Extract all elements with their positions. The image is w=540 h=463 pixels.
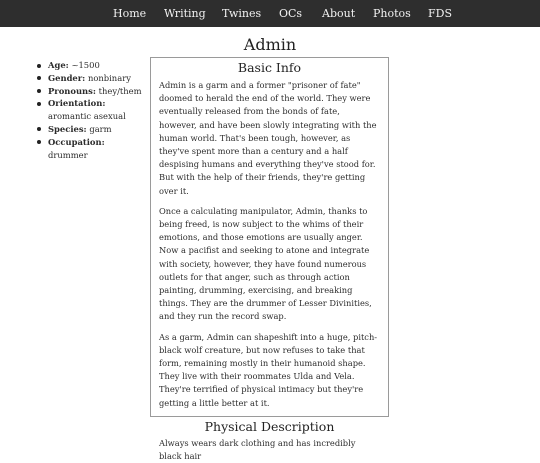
nav-writing[interactable]: Writing [164,7,206,20]
nav-about[interactable]: About [322,7,356,20]
bio-paragraph: Admin is a garm and a former "prisoner of fate" doomed to herald the end of the world. They were eventually released from the bonds of fate, however, and have been slowly integrating with the human world. That's been tough, however, as they've spent more than a century and a half despising humans and everything they've stood for. But with the help of their friends, they're getting over it. [159,80,377,196]
fact-age [34,59,144,72]
fact-gender [34,72,144,85]
nav-ocs[interactable]: OCs [279,7,303,20]
page-title: Admin [243,35,297,54]
nav-fds[interactable]: FDS [428,7,452,20]
fact-species [34,123,144,136]
physical-description-heading: Physical Description [204,418,335,434]
fact-label: Occupation: [48,136,105,147]
fact-label: Species: [48,123,87,134]
fact-value: they/them [98,85,142,96]
bio-panel [150,57,389,462]
fact-value: ~1500 [71,60,100,70]
nav-twines[interactable]: Twines [222,7,262,20]
top-navigation [0,0,540,27]
fact-value: garm [89,123,112,134]
fact-label: Gender: [48,72,86,83]
fact-occupation [34,136,144,162]
fact-orientation [34,97,144,123]
nav-home[interactable]: Home [113,7,147,20]
basic-info-heading: Basic Info [237,60,302,75]
fact-label: Age: [48,60,69,70]
fact-value: drummer [48,149,88,160]
fact-pronouns [34,85,144,98]
fact-value: aromantic asexual [48,111,126,122]
bio-paragraph: As a garm, Admin can shapeshift into a huge, pitch-black wolf creature, but now refuses to take that form, remaining mostly in their humanoid shape. They live with their roommates Ulda and Vela. They're terrified of physical intimacy but they're getting a little better at it. [159,331,378,408]
physical-description-paragraph: Always wears dark clothing and has incredibly black hair [159,437,356,462]
bio-paragraph: Once a calculating manipulator, Admin, thanks to being freed, is now subject to the whims of their emotions, and those emotions are usually anger. Now a pacifist and seeking to atone and integrate with society, however, they have found numerous outlets for that anger, such as through action painting, drumming, exercising, and breaking things. They are the drummer of Lesser Divinities, and they run the record swap. [159,205,372,322]
fact-value: nonbinary [87,72,131,83]
character-facts-list [34,59,144,161]
nav-photos[interactable]: Photos [373,7,411,20]
fact-label: Pronouns: [48,85,96,96]
fact-label: Orientation: [48,98,106,109]
